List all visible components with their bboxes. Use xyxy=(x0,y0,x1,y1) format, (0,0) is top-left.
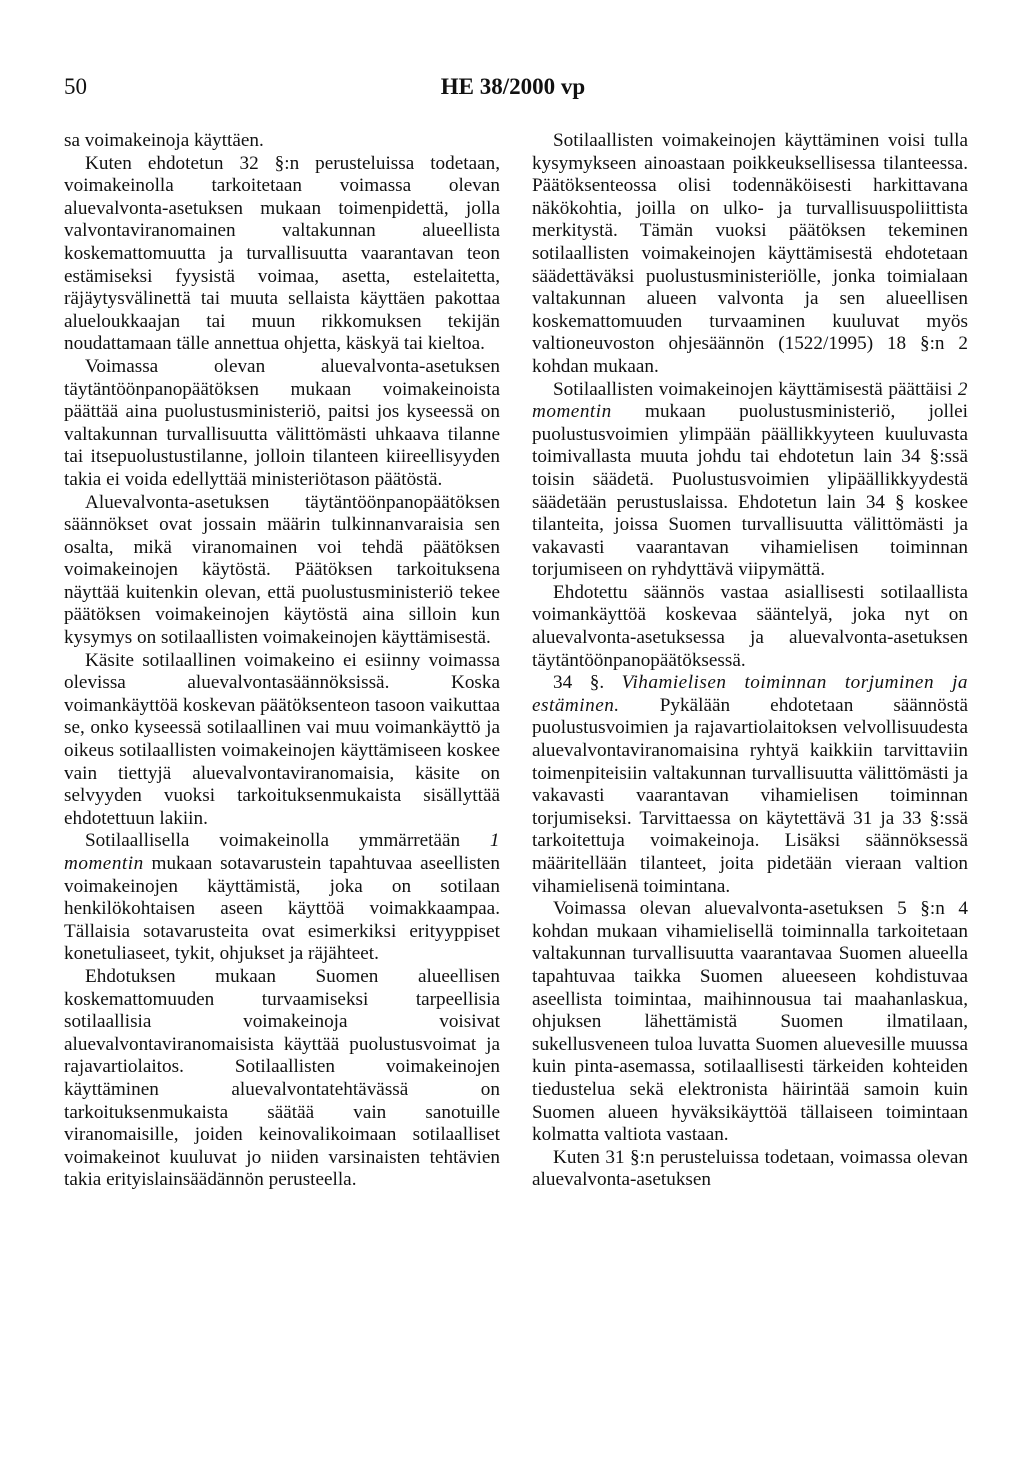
paragraph: Kuten ehdotetun 32 §:n perusteluissa todetaan, voimakeinolla tarkoitetaan voimassa olevan aluevalvonta-asetuksen mukaan toimenpidettä, jolla valvontaviranomainen valtakunnan alueellista koskemattomuutta ja turvallisuutta vaarantavan teon estämiseksi fyysistä voimaa, asetta, estelaitetta, räjäytysvälinettä tai muuta sellaista käyttäen pakottaa alueloukkaajan tai muun rikkomuksen tekijän noudattamaan tälle annettua ohjetta, käskyä tai kieltoa. xyxy=(64,152,500,355)
italic-reference: 1 momentin xyxy=(64,830,500,874)
paragraph: Voimassa olevan aluevalvonta-asetuksen täytäntöönpanopäätöksen mukaan voimakeinoista päättää aina puolustusministeriö, paitsi jos kyseessä on valtakunnan turvallisuutta välittömästi uhkaava tilanne tai itsepuolustustilanne, jolloin tilanteen kiireellisyyden takia ei voida edellyttää ministeriötason päätöstä. xyxy=(64,355,500,490)
paragraph: Sotilaallisten voimakeinojen käyttäminen voisi tulla kysymykseen ainoastaan poikkeuksellisessa tilanteessa. Päätöksenteossa olisi todennäköisesti harkittavana näkökohtia, joilla on ulko- ja turvallisuuspoliittista merkitystä. Tämän vuoksi päätöksen tekeminen sotilaallisten voimakeinojen käyttämisestä ehdotetaan säädettäväksi puolustusministeriölle, jonka toimialaan valtakunnan alueen valvonta ja sen alueellisen koskemattomuuden turvaaminen kuuluvat myös valtioneuvoston ohjesäännön (1522/1995) 18 §:n 2 kohdan mukaan. xyxy=(532,130,968,377)
paragraph: Aluevalvonta-asetuksen täytäntöönpanopäätöksen säännökset ovat jossain määrin tulkinnanvaraisia sen osalta, mikä viranomainen voi tehdä päätöksen voimakeinojen käytöstä. Päätöksen tarkoituksena näyttää kuitenkin olevan, että puolustusministeriö tekee päätöksen voimakeinojen käytöstä aina silloin kun kysymys on sotilaallisten voimakeinojen käyttämisestä. xyxy=(64,491,500,649)
paragraph: Sotilaallisella voimakeinolla ymmärretään 1 momentin mukaan sotavarustein tapahtuvaa aseellisten voimakeinojen käyttämistä, joka on sotilaan henkilökohtaisen aseen käyttöä voimakkaampaa. Tällaisia sotavarusteita ovat esimerkiksi erityyppiset konetuliaseet, tykit, ohjukset ja räjähteet. xyxy=(64,830,500,965)
section-heading: Vihamielisen toiminnan torjuminen ja estäminen. xyxy=(532,672,969,716)
page-header xyxy=(64,74,962,104)
section-paragraph: 34 §. Vihamielisen toiminnan torjuminen ja estäminen. Pykälään ehdotetaan säännöstä puolustusvoimien ja rajavartiolaitoksen velvollisuudesta aluevalvontaviranomaisina ryhtyä kaikkiin tarvittaviin toimenpiteisiin valtakunnan turvallisuutta välittömästi ja vakavasti vaarantavan vihamielisen toiminnan torjumiseksi. Tarvittaessa on käytettävä 31 ja 33 §:ssä tarkoitettuja voimakeinoja. Lisäksi säännöksessä määritellään tilanteet, joita pidetään vieraan valtion vihamielisenä toimintana. xyxy=(532,672,969,897)
paragraph: Sotilaallisten voimakeinojen käyttämisestä päättäisi 2 momentin mukaan puolustusministeriö, jollei puolustusvoimien ylimpään päällikkyyteen kuuluvasta toimivallasta muuta johdu tai ehdotetun lain 34 §:ssä toisin säädetä. Puolustusvoimien ylipäällikkyydestä säädetään perustuslaissa. Ehdotetun lain 34 § koskee tilanteita, joissa Suomen turvallisuutta välittömästi ja vakavasti vaarantavan vihamielisen toiminnan torjumiseen on ryhdyttävä viipymättä. xyxy=(532,378,969,581)
italic-reference: 2 momentin xyxy=(532,378,968,423)
paragraph: Käsite sotilaallinen voimakeino ei esiinny voimassa olevissa aluevalvontasäännöksissä. Koska voimankäyttöä koskevan päätöksenteon tasoon vaikuttaa se, onko kyseessä sotilaallinen vai muu voimankäyttö ja oikeus sotilaallisten voimakeinojen käyttämiseen koskee vain tiettyjä aluevalvontaviranomaisia, käsite on selvyyden vuoksi tarkoituksenmukaista sisällyttää ehdotettuun lakiin. xyxy=(64,649,500,829)
document-id: HE 38/2000 vp xyxy=(440,74,586,99)
paragraph: Ehdotettu säännös vastaa asiallisesti sotilaallista voimankäyttöä koskevaa sääntelyä, joka nyt on aluevalvonta-asetuksessa ja aluevalvonta-asetuksen täytäntöönpanopäätöksessä. xyxy=(532,581,968,671)
paragraph: sa voimakeinoja käyttäen. xyxy=(64,130,264,151)
paragraph: Ehdotuksen mukaan Suomen alueellisen koskemattomuuden turvaamiseksi tarpeellisia sotilaallisia voimakeinoja voisivat aluevalvontaviranomaisista käyttää puolustusvoimat ja rajavartiolaitos. Sotilaallisten voimakeinojen käyttäminen aluevalvontatehtävässä on tarkoituksenmukaista säätää vain sanotuille viranomaisille, joiden keinovalikoimaan sotilaalliset voimakeinot kuuluvat jo niiden varsinaisten tehtävien takia erityislainsäädännön perusteella. xyxy=(64,965,500,1191)
paragraph: Voimassa olevan aluevalvonta-asetuksen 5 §:n 4 kohdan mukaan vihamielisellä toiminnalla tarkoitetaan valtakunnan turvallisuutta vaarantavaa Suomen alueella tapahtuvaa taikka Suomen alueeseen kohdistuvaa aseellista toimintaa, maihinnousua tai maahanlaskua, ohjuksen lähettämistä Suomen ilmatilaan, sukellusveneen tuloa luvatta Suomen aluevesille muussa kuin pinta-asemassa, sotilaallisesti tärkeiden kohteiden tiedustelua sekä elektronista häirintää samoin kuin Suomen alueen hyväksikäyttöä tällaiseen toimintaan kolmatta valtiota vastaan. xyxy=(532,898,968,1146)
right-column xyxy=(532,130,968,1192)
paragraph: Kuten 31 §:n perusteluissa todetaan, voimassa olevan aluevalvonta-asetuksen xyxy=(532,1146,968,1191)
page-number: 50 xyxy=(64,74,87,99)
left-column xyxy=(64,130,500,1192)
